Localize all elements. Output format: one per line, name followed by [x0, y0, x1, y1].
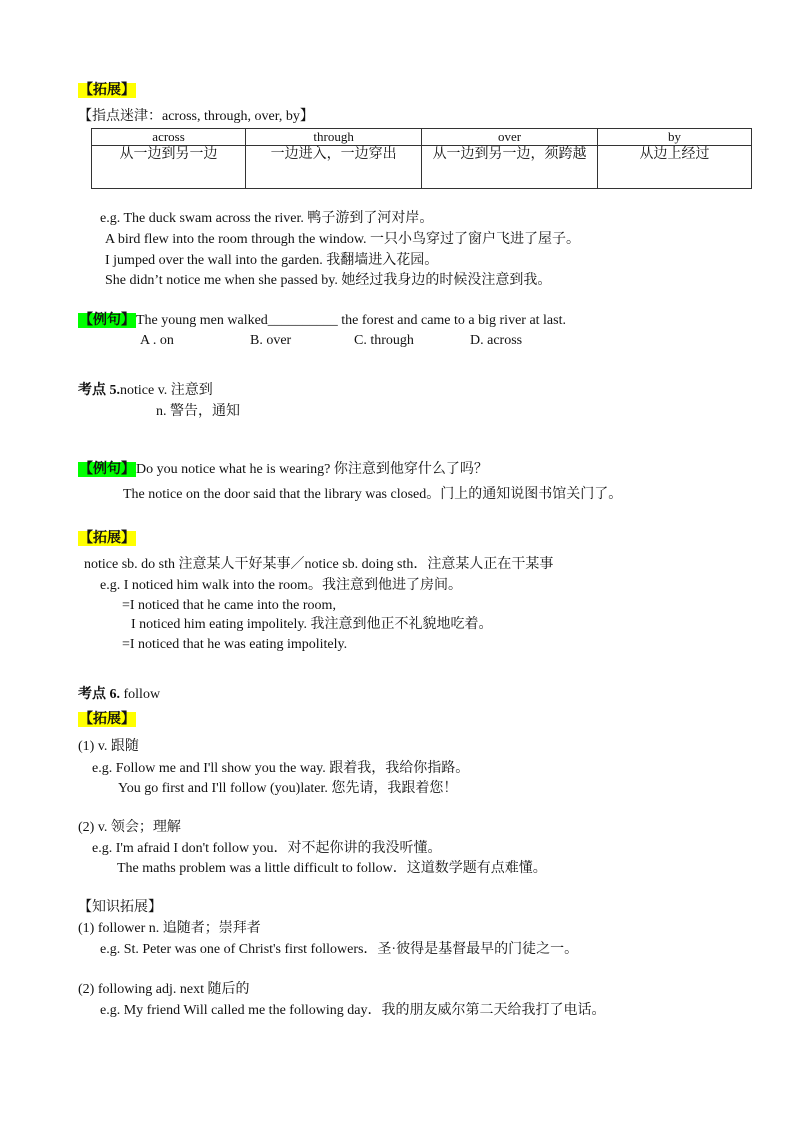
example-line: e.g. I'm afraid I don't follow you．对不起你讲的我没听懂。	[92, 841, 442, 856]
option-d: D. across	[470, 333, 523, 348]
example-sentence: The notice on the door said that the library was closed。门上的通知说图书馆关门了。	[123, 487, 623, 502]
example-line: I noticed him eating impolitely. 我注意到他正不礼貌地吃着。	[131, 617, 493, 632]
tip-title: 【指点迷津：across, through, over, by】	[78, 109, 314, 124]
table-cell: 一边进入，一边穿出	[246, 146, 422, 189]
example-line: e.g. Follow me and I'll show you the way. 跟着我，我给你指路。	[92, 761, 470, 776]
table-header-cell: by	[598, 129, 752, 146]
table-cell: 从一边到另一边	[92, 146, 246, 189]
derivative-1: (1) follower n. 追随者；崇拜者	[78, 921, 261, 936]
section-tag-example: 【例句】	[79, 313, 135, 328]
option-a: A . on	[140, 333, 174, 348]
meaning-2: (2) v. 领会；理解	[78, 820, 181, 835]
example-sentence: 【例句】Do you notice what he is wearing? 你注意到他穿什么了吗？	[79, 462, 488, 477]
table-header-cell: across	[92, 129, 246, 146]
table-cell: 从一边到另一边，须跨越	[422, 146, 598, 189]
example-line: You go first and I'll follow (you)later. 您先请，我跟着您！	[118, 781, 458, 796]
section-tag-extension: 【拓展】	[79, 712, 135, 727]
section-tag-extension: 【拓展】	[79, 83, 135, 98]
table-header-row	[92, 129, 752, 146]
table-row	[92, 146, 752, 189]
example-line: I jumped over the wall into the garden. 我翻墙进入花园。	[105, 253, 439, 268]
table-header-cell: through	[246, 129, 422, 146]
example-line: e.g. St. Peter was one of Christ's first followers．圣·彼得是基督最早的门徒之一。	[100, 942, 579, 957]
section-tag-example: 【例句】	[79, 462, 135, 477]
table-header-cell: over	[422, 129, 598, 146]
example-line: e.g. My friend Will called me the following day．我的朋友威尔第二天给我打了电话。	[100, 1003, 606, 1018]
example-line: The maths problem was a little difficult to follow．这道数学题有点难懂。	[117, 861, 547, 876]
option-c: C. through	[354, 333, 414, 348]
example-question	[78, 312, 566, 330]
table-cell: 从边上经过	[598, 146, 752, 189]
option-b: B. over	[250, 333, 292, 348]
knowledge-extension-tag: 【知识拓展】	[78, 900, 162, 915]
derivative-2: (2) following adj. next 随后的	[78, 982, 250, 997]
kaodian-6-heading: 考点 6. follow	[78, 687, 161, 702]
section-tag-extension: 【拓展】	[79, 531, 135, 546]
meaning-1: (1) v. 跟随	[78, 739, 139, 754]
comparison-table	[91, 128, 752, 189]
example-line: A bird flew into the room through the window. 一只小鸟穿过了窗户飞进了屋子。	[105, 232, 581, 247]
usage-line: notice sb. do sth 注意某人干好某事／notice sb. doing sth．注意某人正在干某事	[84, 557, 554, 572]
noun-meaning: n. 警告，通知	[156, 404, 240, 419]
question-text: The young men walked__________ the forest and came to a big river at last.	[136, 313, 566, 328]
answer-options	[140, 332, 522, 350]
example-line: e.g. I noticed him walk into the room。我注意到他进了房间。	[100, 578, 463, 593]
example-line: =I noticed that he came into the room,	[122, 598, 336, 613]
kaodian-5-heading: 考点 5.notice v. 注意到	[78, 383, 213, 398]
example-line: e.g. The duck swam across the river. 鸭子游到了河对岸。	[100, 211, 434, 226]
example-line: =I noticed that he was eating impolitely.	[122, 637, 348, 652]
example-line: She didn’t notice me when she passed by. 她经过我身边的时候没注意到我。	[105, 273, 552, 288]
